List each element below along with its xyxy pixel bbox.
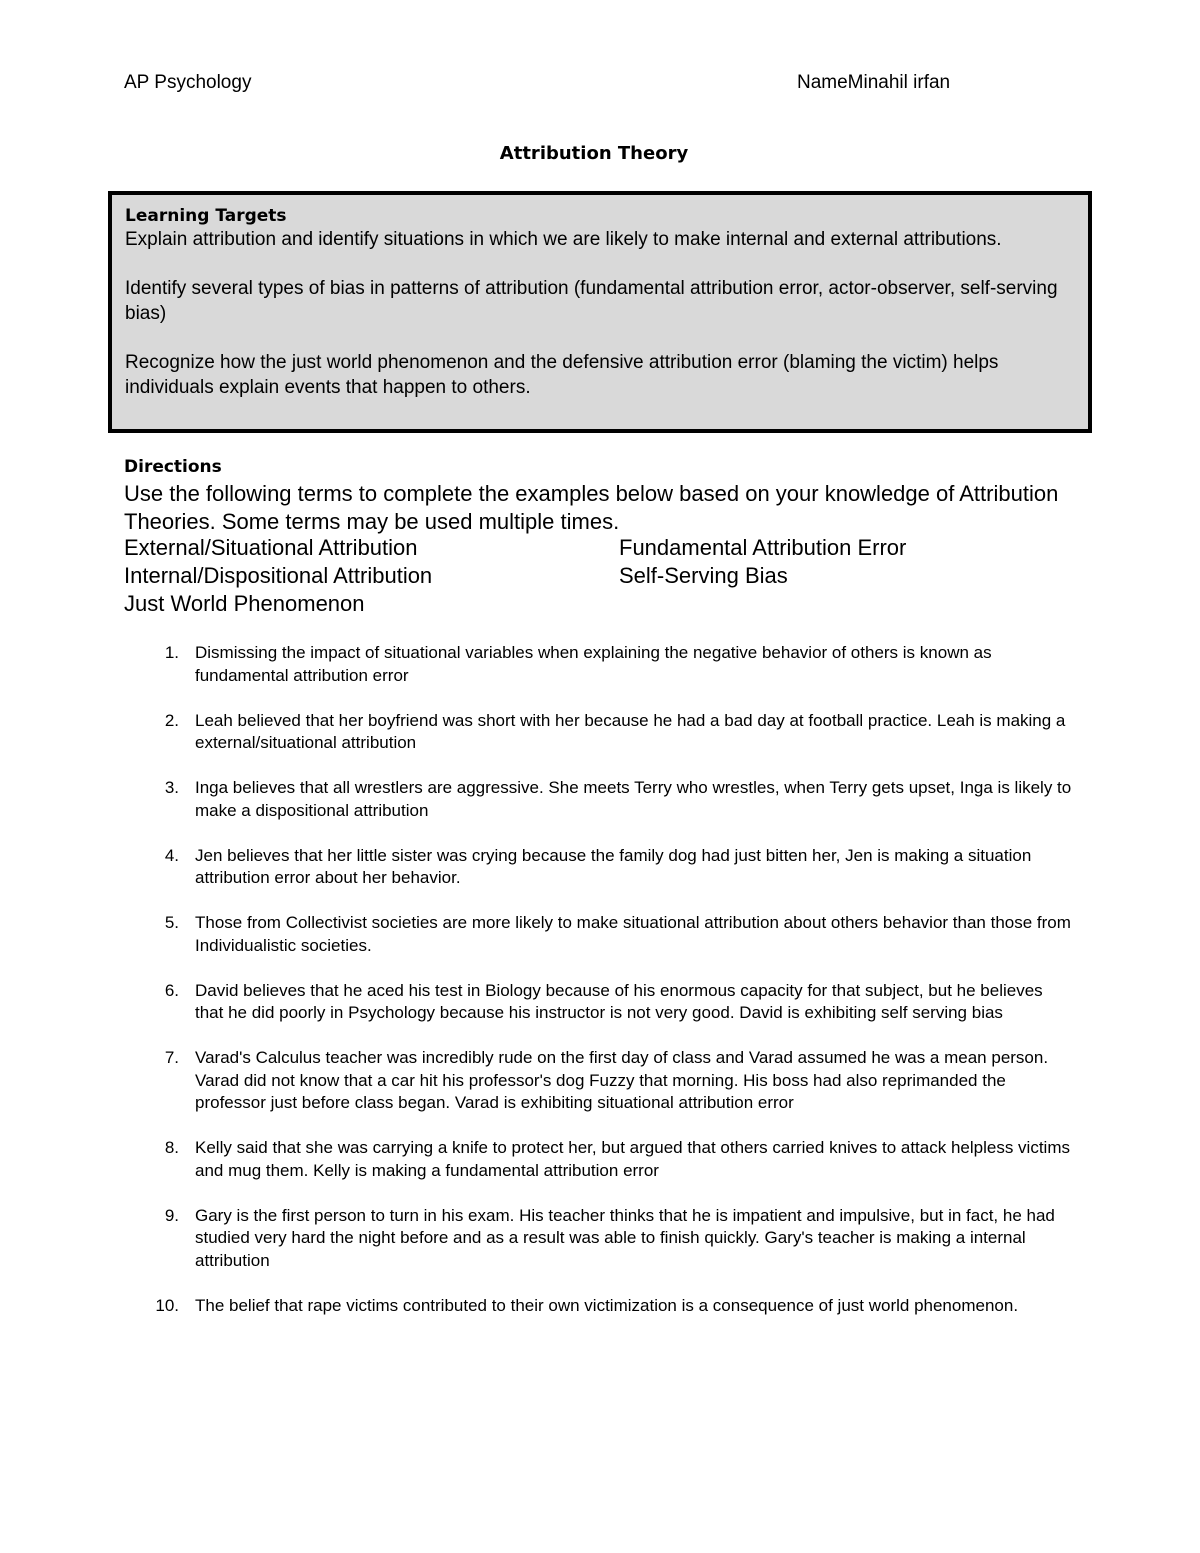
question-text: Jen believes that her little sister was crying because the family dog had just bitten her, Jen is making a situation attribution error about her behavior.	[195, 845, 1032, 887]
question-number: 4.	[164, 845, 179, 865]
learning-target-item: Recognize how the just world phenomenon and the defensive attribution error (blaming the victim) helps individuals explain events that happen to others.	[125, 352, 999, 398]
term-row	[124, 562, 1084, 590]
question-number: 1.	[164, 643, 179, 662]
question-text: Varad's Calculus teacher was incredibly rude on the first day of class and Varad assumed he was a mean person. Varad did not know that a car hit his professor's dog Fuzzy that morning. His boss had also reprimanded the professor just before class began. Varad is exhibiting situational attribution error	[195, 1048, 1049, 1112]
question-text: Leah believed that her boyfriend was short with her because he had a bad day at football practice. Leah is making a external/situational attribution	[195, 710, 1066, 752]
question-number: 6.	[164, 980, 179, 1000]
question-item	[0, 1047, 1200, 1115]
question-item	[0, 912, 1200, 957]
question-number: 3.	[164, 778, 179, 797]
question-text: David believes that he aced his test in Biology because of his enormous capacity for that subject, but he believes that he did poorly in Psychology because his instructor is not very good. David is exhibiting self serving bias	[195, 980, 1043, 1022]
term-just-world: Just World Phenomenon	[124, 591, 365, 616]
question-item	[0, 777, 1200, 822]
course-name: AP Psychology	[124, 72, 252, 93]
question-number: 8.	[164, 1138, 179, 1157]
question-item	[0, 710, 1200, 755]
term-row	[124, 590, 1084, 618]
question-text: The belief that rape victims contributed to their own victimization is a consequence of just world phenomenon.	[195, 1295, 1019, 1315]
question-number: 9.	[164, 1205, 179, 1225]
term-external-situational: External/Situational Attribution	[124, 535, 418, 560]
learning-targets-box	[108, 191, 1092, 433]
page-title: Attribution Theory	[499, 143, 689, 164]
learning-targets-heading: Learning Targets	[125, 206, 287, 226]
directions-heading: Directions	[124, 457, 222, 477]
term-fundamental-attribution-error: Fundamental Attribution Error	[619, 535, 907, 560]
term-internal-dispositional: Internal/Dispositional Attribution	[124, 563, 433, 588]
term-self-serving-bias: Self-Serving Bias	[619, 563, 788, 588]
learning-target-item: Explain attribution and identify situations in which we are likely to make internal and external attributions.	[125, 229, 1002, 250]
question-item	[0, 845, 1200, 890]
question-list	[0, 642, 1200, 1340]
question-number: 5.	[164, 913, 179, 932]
directions-text: Use the following terms to complete the examples below based on your knowledge of Attribution Theories. Some terms may be used multiple times.	[124, 481, 1059, 534]
question-item	[0, 1205, 1200, 1273]
question-item	[0, 980, 1200, 1025]
question-number: 7.	[164, 1048, 179, 1067]
question-text: Dismissing the impact of situational variables when explaining the negative behavior of others is known as fundamental attribution error	[195, 643, 992, 685]
question-number: 10.	[155, 1295, 179, 1315]
question-text: Inga believes that all wrestlers are aggressive. She meets Terry who wrestles, when Terry gets upset, Inga is likely to make a dispositional attribution	[195, 778, 1072, 820]
term-row	[124, 534, 1084, 562]
learning-target-item: Identify several types of bias in patterns of attribution (fundamental attribution error, actor-observer, self-serving bias)	[125, 278, 1058, 324]
question-item	[0, 1137, 1200, 1182]
question-item	[0, 642, 1200, 687]
question-text: Gary is the first person to turn in his exam. His teacher thinks that he is impatient and impulsive, but in fact, he had studied very hard the night before and as a result was able to finish quickly. Gary's teacher is making a internal attribution	[195, 1205, 1055, 1270]
term-list	[124, 534, 1084, 618]
question-number: 2.	[164, 710, 179, 730]
question-text: Those from Collectivist societies are more likely to make situational attribution about others behavior than those from Individualistic societies.	[195, 913, 1071, 955]
question-item	[0, 1295, 1200, 1318]
student-name: NameMinahil irfan	[797, 72, 951, 93]
question-text: Kelly said that she was carrying a knife to protect her, but argued that others carried knives to attack helpless victims and mug them. Kelly is making a fundamental attribution error	[195, 1138, 1070, 1180]
